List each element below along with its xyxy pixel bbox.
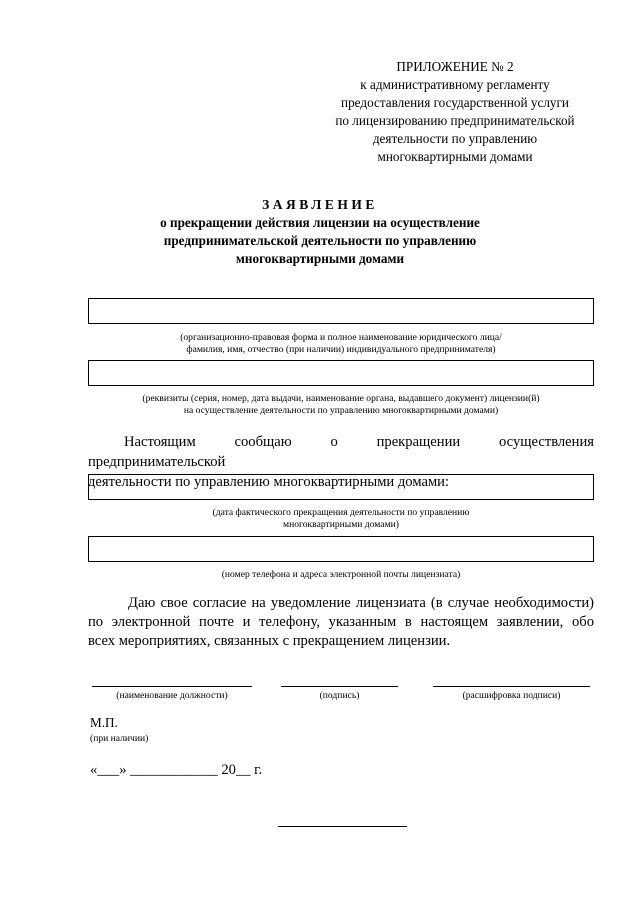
stamp-note: (при наличии) — [90, 733, 149, 744]
notice-line: Настоящим сообщаю о прекращении осуществления предпринимательской — [88, 434, 594, 470]
title-heading: ЗАЯВЛЕНИЕ — [262, 197, 378, 212]
hint-line: (номер телефона и адреса электронной почты лицензиата) — [221, 569, 461, 580]
license-details-hint — [88, 393, 594, 417]
organization-name-field[interactable] — [88, 298, 594, 324]
contact-info-field[interactable] — [88, 536, 594, 562]
title-line: многоквартирными домами — [235, 251, 405, 266]
position-label: (наименование должности) — [116, 690, 228, 701]
contact-info-hint — [88, 569, 594, 581]
stamp-label: М.П. — [90, 715, 118, 730]
document-title — [0, 196, 640, 268]
signature-label: (подпись) — [319, 690, 360, 701]
termination-date-hint — [88, 507, 594, 531]
organization-name-hint — [88, 332, 594, 356]
signature-decoding-line[interactable] — [433, 686, 590, 687]
signature-decoding-label: (расшифровка подписи) — [462, 690, 561, 701]
notice-line: деятельности по управлению многоквартирными домами: — [88, 474, 450, 490]
termination-date-field[interactable] — [88, 474, 594, 500]
consent-line: всех мероприятиях, связанных с прекращением лицензии. — [88, 633, 451, 649]
position-signature-line[interactable] — [92, 686, 252, 687]
hint-line: фамилия, имя, отчество (при наличии) индивидуального предпринимателя) — [186, 344, 496, 355]
signature-line[interactable] — [281, 686, 398, 687]
date-line[interactable]: «___» ____________ 20__ г. — [90, 762, 263, 778]
consent-line: по электронной почте и телефону, указанным в настоящем заявлении, обо — [88, 614, 594, 630]
hint-line: (реквизиты (серия, номер, дата выдачи, наименование органа, выдавшего документ) лицензии(й) — [142, 393, 540, 404]
hint-line: многоквартирными домами) — [283, 519, 399, 530]
appendix-line: к административному регламенту — [360, 77, 550, 92]
hint-line: на осуществление деятельности по управлению многоквартирными домами) — [183, 405, 499, 416]
hint-line: (организационно-правовая форма и полное наименование юридического лица/ — [180, 332, 502, 343]
appendix-line: по лицензированию предпринимательской — [335, 113, 575, 128]
title-line: предпринимательской деятельности по управлению — [163, 233, 477, 248]
appendix-line: деятельности по управлению — [372, 131, 538, 146]
title-line: о прекращении действия лицензии на осуществление — [160, 215, 480, 230]
appendix-title: ПРИЛОЖЕНИЕ № 2 — [396, 59, 514, 74]
appendix-line: предоставления государственной услуги — [341, 95, 569, 110]
license-details-field[interactable] — [88, 360, 594, 386]
appendix-line: многоквартирными домами — [377, 149, 533, 164]
appendix-header — [300, 58, 610, 166]
consent-line: Даю свое согласие на уведомление лицензиата (в случае необходимости) — [128, 595, 594, 611]
consent-paragraph — [88, 594, 594, 651]
bottom-signature-line[interactable] — [278, 826, 407, 827]
hint-line: (дата фактического прекращения деятельности по управлению — [212, 507, 470, 518]
